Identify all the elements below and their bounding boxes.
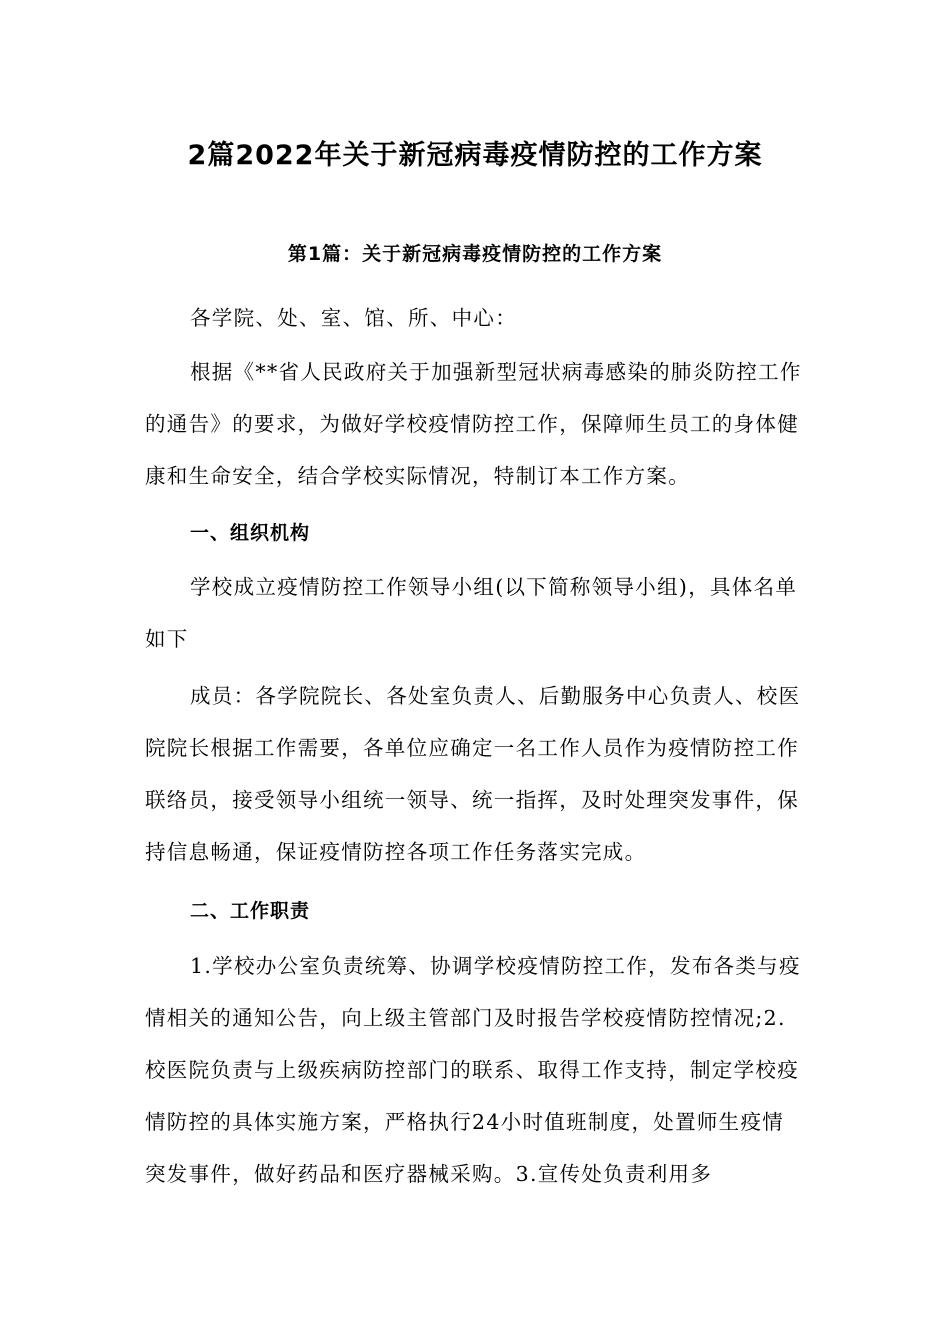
heading-responsibilities: 二、工作职责	[190, 900, 311, 922]
paragraph-intro: 根据《**省人民政府关于加强新型冠状病毒感染的肺炎防控工作的通告》的要求，为做好学校疫情防控工作，保障师生员工的身体健康和生命安全，结合学校实际情况，特制订本工作方案。	[145, 360, 802, 488]
section-title: 第1篇：关于新冠病毒疫情防控的工作方案	[287, 243, 663, 265]
paragraph-duties: 1.学校办公室负责统筹、协调学校疫情防控工作，发布各类与疫情相关的通知公告，向上级主管部门及时报告学校疫情防控情况;2.校医院负责与上级疾病防控部门的联系、取得工作支持，制定学校疫情防控的具体实施方案，严格执行24小时值班制度，处置师生疫情突发事件，做好药品和医疗器械采购。3.宣传处负责利用多	[145, 954, 801, 1186]
paragraph-leadership-group: 学校成立疫情防控工作领导小组(以下简称领导小组)，具体名单如下	[145, 575, 798, 651]
document-title: 2篇2022年关于新冠病毒疫情防控的工作方案	[187, 140, 763, 171]
salutation: 各学院、处、室、馆、所、中心：	[190, 306, 517, 330]
heading-organization: 一、组织机构	[190, 522, 311, 544]
paragraph-members: 成员：各学院院长、各处室负责人、后勤服务中心负责人、校医院院长根据工作需要，各单位应确定一名工作人员作为疫情防控工作联络员，接受领导小组统一领导、统一指挥，及时处理突发事件，保持信息畅通，保证疫情防控各项工作任务落实完成。	[145, 684, 801, 864]
